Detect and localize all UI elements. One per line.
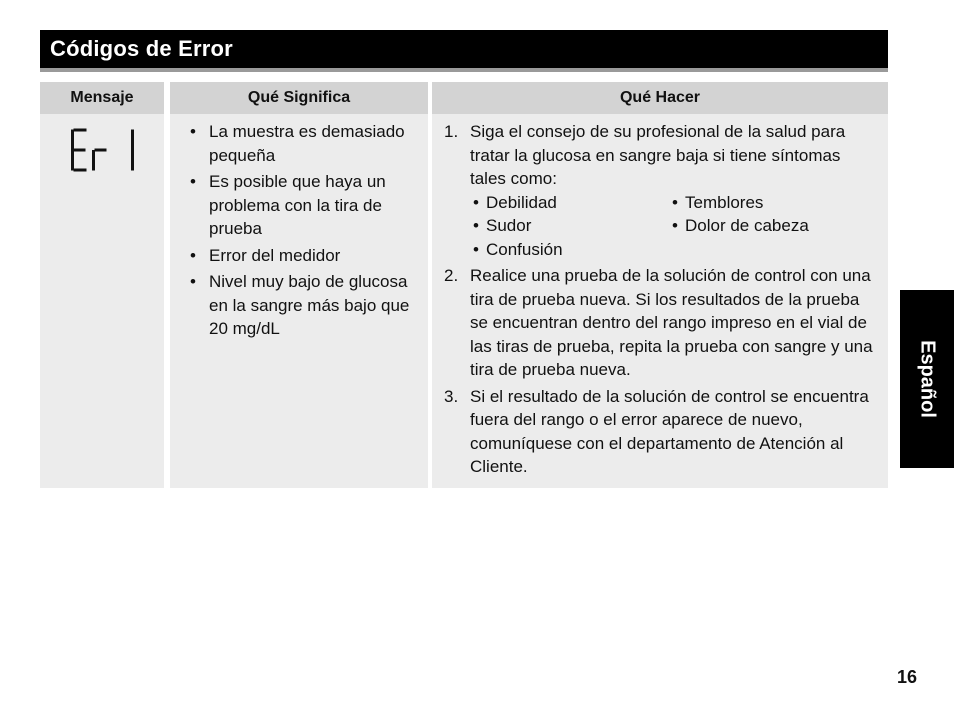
language-tab-label: Español	[916, 340, 939, 418]
column-mensaje	[40, 82, 164, 488]
step-text: Realice una prueba de la solución de control con una tira de prueba nueva. Si los resultados de la prueba se encuentran dentro del rango impreso en el vial de las tiras de prueba, repita la prueba con sangre y una tira de prueba nueva.	[470, 266, 873, 379]
bullet-icon: •	[473, 192, 479, 212]
step-text: Siga el consejo de su profesional de la salud para tratar la glucosa en sangre baja si tiene síntomas tales como:	[470, 122, 846, 188]
header-que-significa: Qué Significa	[170, 82, 428, 114]
section-title: Códigos de Error	[40, 30, 888, 68]
meaning-list	[170, 114, 428, 341]
action-step	[432, 385, 880, 479]
language-tab	[900, 290, 954, 468]
meaning-item: • Es posible que haya un problema con la tira de prueba	[190, 172, 386, 238]
symptom-list	[470, 191, 880, 262]
bullet-icon: •	[473, 216, 479, 235]
action-step	[432, 264, 880, 382]
action-steps	[432, 114, 888, 479]
symptom-item: • Debilidad	[473, 191, 672, 215]
step-number: 1.	[444, 122, 459, 141]
page-number: 16	[897, 667, 918, 687]
symptom-item: • Sudor	[473, 214, 672, 238]
title-underline	[40, 68, 888, 72]
meaning-item: • Nivel muy bajo de glucosa en la sangre más bajo que 20 mg/dL	[190, 272, 410, 338]
step-text: Si el resultado de la solución de control se encuentra fuera del rango o el error aparece de nuevo, comuníquese con el departamento de Atención al Cliente.	[470, 386, 869, 476]
symptom-item: • Dolor de cabeza	[672, 214, 852, 238]
bullet-icon: •	[190, 272, 196, 291]
symptom-item: • Confusión	[473, 238, 672, 262]
step-number: 3.	[444, 386, 459, 406]
step-number: 2.	[444, 266, 459, 285]
column-que-significa	[170, 82, 428, 488]
bullet-icon: •	[190, 245, 196, 265]
bullet-icon: •	[672, 192, 678, 212]
bullet-icon: •	[190, 122, 196, 141]
lcd-error-display	[70, 128, 142, 172]
header-mensaje: Mensaje	[40, 82, 164, 114]
meaning-item: • Error del medidor	[170, 244, 420, 268]
bullet-icon: •	[190, 172, 196, 191]
column-que-hacer	[432, 82, 888, 488]
action-step	[432, 120, 880, 261]
bullet-icon: •	[672, 216, 678, 235]
header-que-hacer: Qué Hacer	[432, 82, 888, 114]
cell-que-significa	[170, 114, 428, 488]
bullet-icon: •	[473, 239, 479, 259]
meaning-item: • La muestra es demasiado pequeña	[190, 122, 405, 165]
cell-mensaje	[40, 114, 164, 488]
cell-que-hacer	[432, 114, 888, 488]
symptom-item: • Temblores	[672, 191, 852, 215]
